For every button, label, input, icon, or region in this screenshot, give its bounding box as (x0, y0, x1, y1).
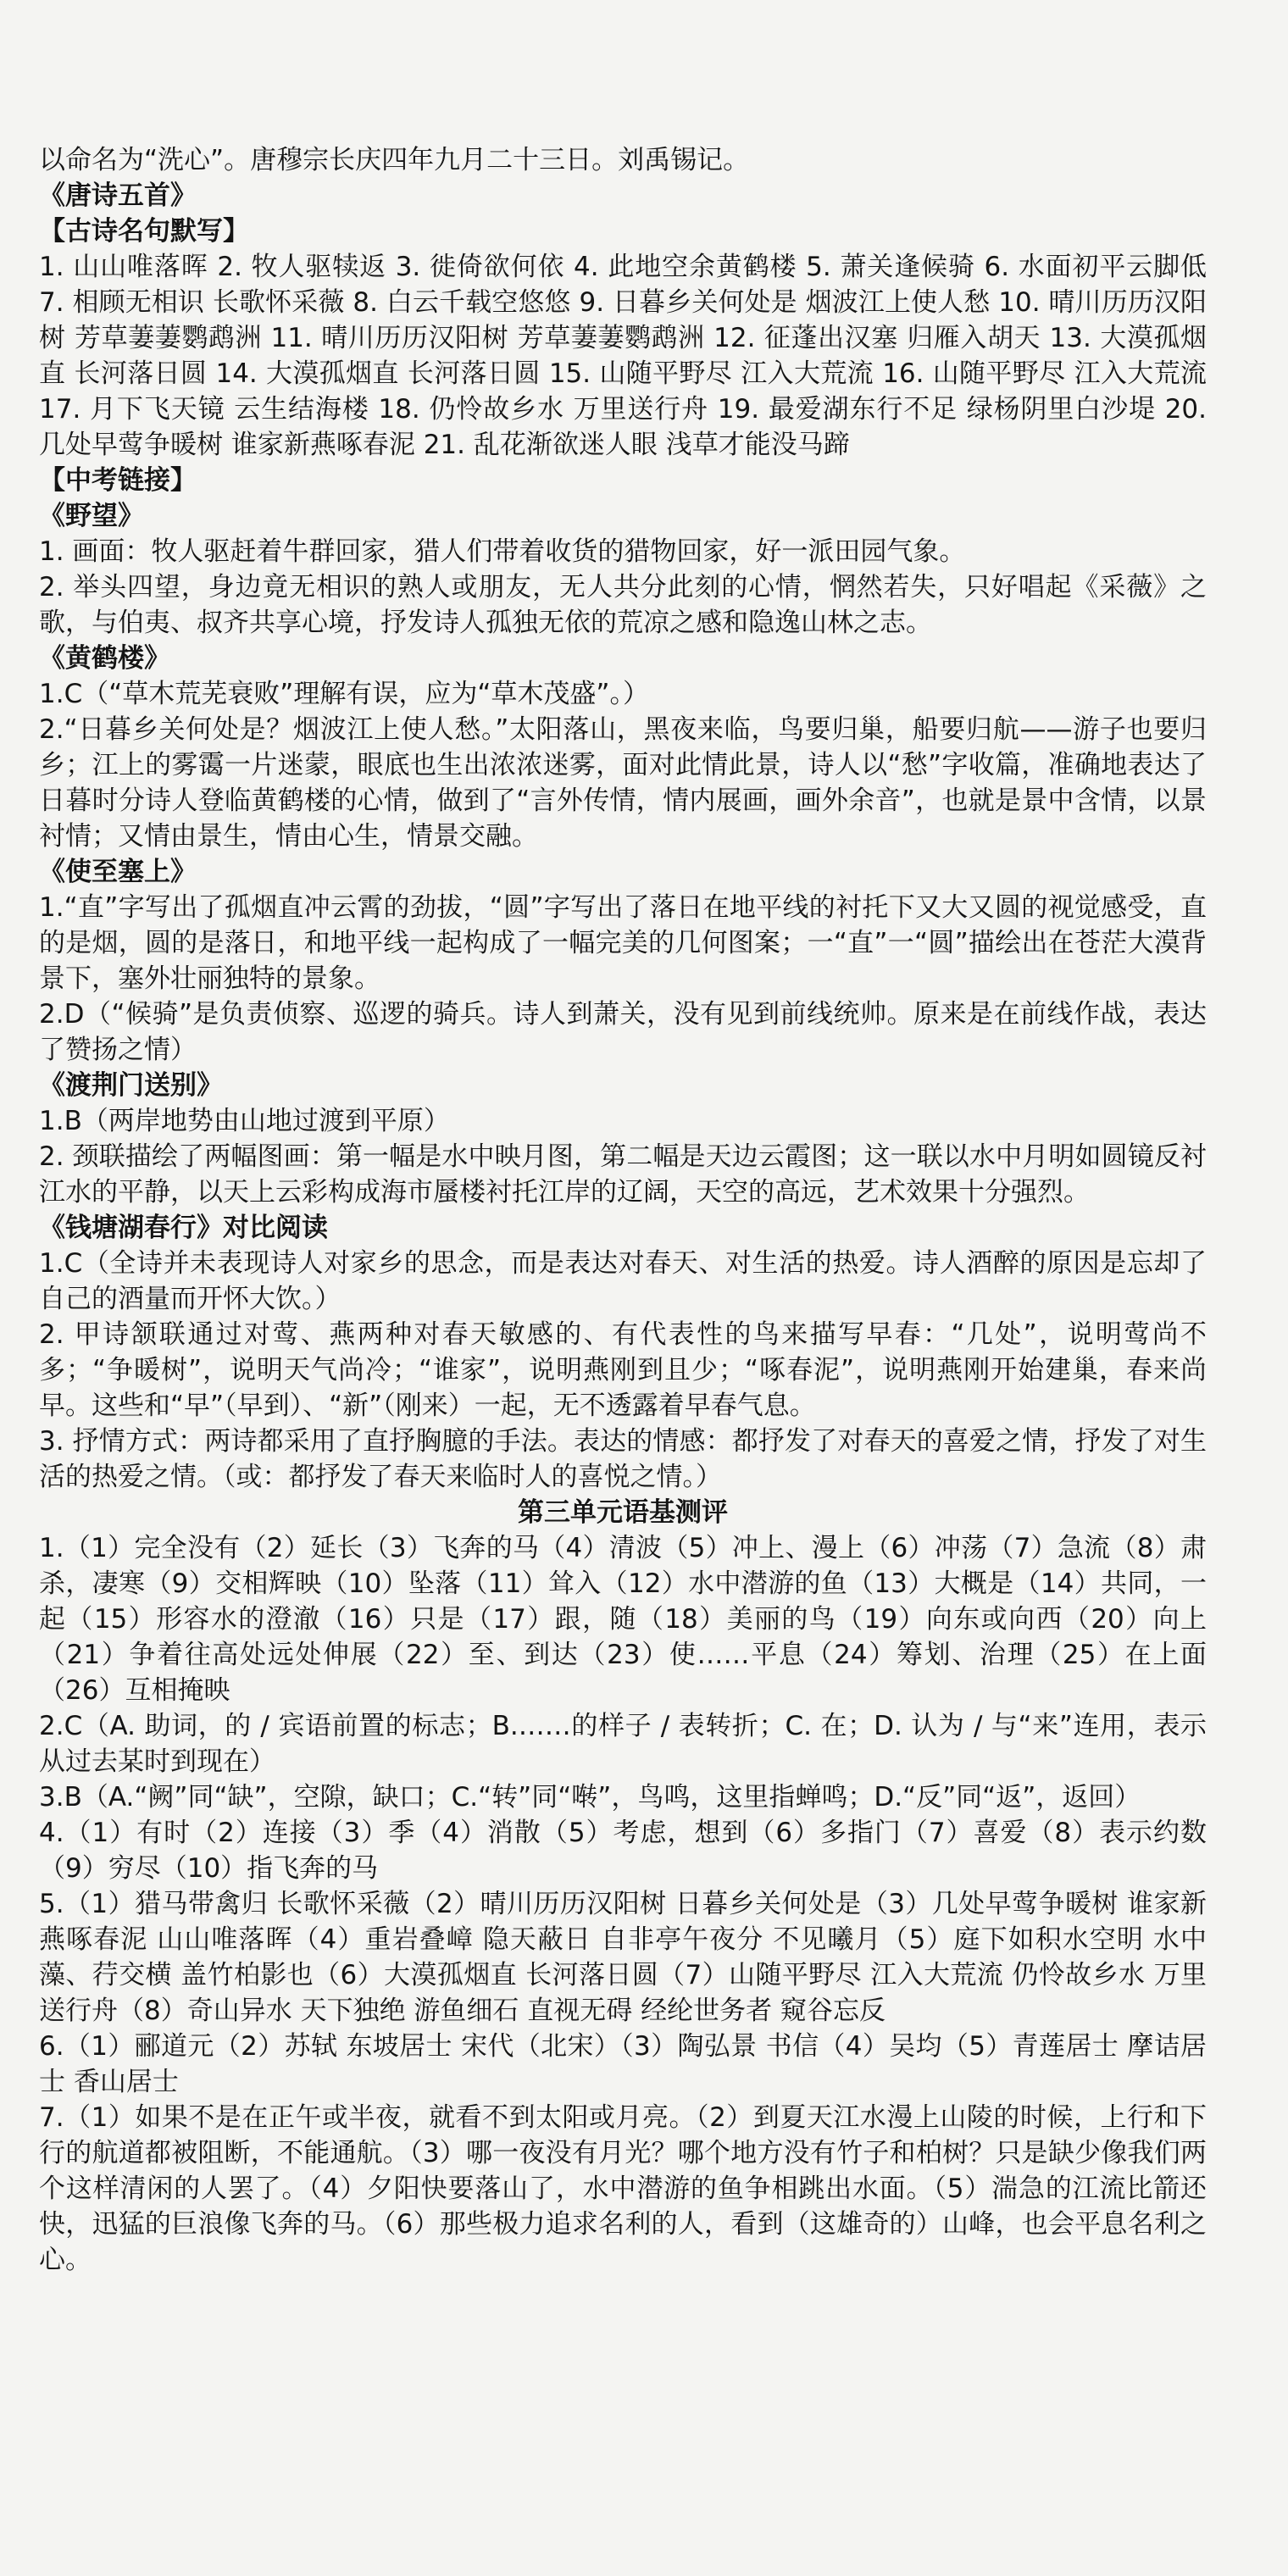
answer-paragraph: 2.“日暮乡关何处是？烟波江上使人愁。”太阳落山，黑夜来临，鸟要归巢，船要归航——游子也要归乡；江上的雾霭一片迷蒙，眼底也生出浓浓迷雾，面对此情此景，诗人以“愁”字收篇，准确地表达了日暮时分诗人登临黄鹤楼的心情，做到了“言外传情，情内展画，画外余音”，也就是景中含情，以景衬情；又情由景生，情由心生，情景交融。 (39, 714, 1207, 852)
text-line: 以命名为“洗心”。唐穆宗长庆四年九月二十三日。刘禹锡记。 (39, 145, 750, 175)
answer-paragraph: 1.C（全诗并未表现诗人对家乡的思念，而是表达对春天、对生活的热爱。诗人酒醉的原因是忘却了自己的酒量而开怀大饮。） (39, 1248, 1207, 1314)
subsection-heading: 【古诗名句默写】 (39, 216, 249, 247)
poem-heading: 《黄鹤楼》 (39, 643, 170, 674)
answer-paragraph: 2. 举头四望，身边竟无相识的熟人或朋友，无人共分此刻的心情，惘然若失，只好唱起《采薇》之歌，与伯夷、叔齐共享心境，抒发诗人孤独无依的荒凉之感和隐逸山林之志。 (39, 572, 1207, 638)
answer-paragraph: 1.C（“草木荒芜衰败”理解有误，应为“草木茂盛”。） (39, 679, 649, 709)
answer-paragraph: 5.（1）猎马带禽归 长歌怀采薇（2）晴川历历汉阳树 日暮乡关何处是（3）几处早莺争暖树 谁家新燕啄春泥 山山唯落晖（4）重岩叠嶂 隐天蔽日 自非亭午夜分 不见曦月（5）庭下如积水空明 水中藻、荇交横 盖竹柏影也（6）大漠孤烟直 长河落日圆（7）山随平野尽 江入大荒流 仍怜故乡水 万里送行舟（8）奇山异水 天下独绝 游鱼细石 直视无碍 经纶世务者 窥谷忘反 (39, 1889, 1207, 2026)
unit-title: 第三单元语基测评 (518, 1497, 728, 1528)
answer-paragraph: 4.（1）有时（2）连接（3）季（4）消散（5）考虑，想到（6）多指门（7）喜爱（8）表示约数（9）穷尽（10）指飞奔的马 (39, 1818, 1207, 1884)
answer-paragraph: 3. 抒情方式：两诗都采用了直抒胸臆的手法。表达的情感：都抒发了对春天的喜爱之情，抒发了对生活的热爱之情。（或：都抒发了春天来临时人的喜悦之情。） (39, 1426, 1207, 1492)
answer-paragraph: 2. 甲诗颔联通过对莺、燕两种对春天敏感的、有代表性的鸟来描写早春：“几处”，说明莺尚不多；“争暖树”，说明天气尚冷；“谁家”，说明燕刚到且少；“啄春泥”，说明燕刚开始建巢，春来尚早。这些和“早”（早到）、“新”（刚来）一起，无不透露着早春气息。 (39, 1319, 1207, 1421)
answer-paragraph: 2.D（“候骑”是负责侦察、巡逻的骑兵。诗人到萧关，没有见到前线统帅。原来是在前线作战，表达了赞扬之情） (39, 999, 1207, 1065)
answer-paragraph: 7.（1）如果不是在正午或半夜，就看不到太阳或月亮。（2）到夏天江水漫上山陵的时候，上行和下行的航道都被阻断，不能通航。（3）哪一夜没有月光？哪个地方没有竹子和柏树？只是缺少像我们两个这样清闲的人罢了。（4）夕阳快要落山了，水中潜游的鱼争相跳出水面。（5）湍急的江流比箭还快，迅猛的巨浪像飞奔的马。（6）那些极力追求名利的人，看到（这雄奇的）山峰，也会平息名利之心。 (39, 2102, 1207, 2275)
answer-paragraph: 1. 画面：牧人驱赶着牛群回家，猎人们带着收货的猎物回家，好一派田园气象。 (39, 536, 966, 567)
poem-heading: 《野望》 (39, 501, 144, 531)
answer-paragraph: 6.（1）郦道元（2）苏轼 东坡居士 宋代（北宋）（3）陶弘景 书信（4）吴均（5）青莲居士 摩诘居士 香山居士 (39, 2031, 1207, 2097)
poem-heading: 《渡荆门送别》 (39, 1070, 223, 1101)
section-heading: 《唐诗五首》 (39, 180, 197, 211)
poem-heading: 《钱塘湖春行》对比阅读 (39, 1213, 328, 1243)
answer-paragraph: 1.B（两岸地势由山地过渡到平原） (39, 1106, 450, 1136)
answer-paragraph: 3.B（A.“阙”同“缺”，空隙，缺口；C.“转”同“啭”，鸟鸣，这里指蝉鸣；D.“反”同“返”，返回） (39, 1782, 1141, 1813)
answer-paragraph: 1.“直”字写出了孤烟直冲云霄的劲拔，“圆”字写出了落日在地平线的衬托下又大又圆的视觉感受，直的是烟，圆的是落日，和地平线一起构成了一幅完美的几何图案；一“直”一“圆”描绘出在苍茫大漠背景下，塞外壮丽独特的景象。 (39, 892, 1207, 994)
answer-paragraph: 1. 山山唯落晖 2. 牧人驱犊返 3. 徙倚欲何依 4. 此地空余黄鹤楼 5. 萧关逢候骑 6. 水面初平云脚低 7. 相顾无相识 长歌怀采薇 8. 白云千载空悠悠 9. 日暮乡关何处是 烟波江上使人愁 10. 晴川历历汉阳树 芳草萋萋鹦鹉洲 11. 晴川历历汉阳树 芳草萋萋鹦鹉洲 12. 征蓬出汉塞 归雁入胡天 13. 大漠孤烟直 长河落日圆 14. 大漠孤烟直 长河落日圆 15. 山随平野尽 江入大荒流 16. 山随平野尽 江入大荒流 17. 月下飞天镜 云生结海楼 18. 仍怜故乡水 万里送行舟 19. 最爱湖东行不足 绿杨阴里白沙堤 20. 几处早莺争暖树 谁家新燕啄春泥 21. 乱花渐欲迷人眼 浅草才能没马蹄 (39, 252, 1207, 460)
subsection-heading: 【中考链接】 (39, 465, 197, 496)
poem-heading: 《使至塞上》 (39, 857, 197, 887)
answer-paragraph: 2. 颈联描绘了两幅图画：第一幅是水中映月图，第二幅是天边云霞图；这一联以水中月明如圆镜反衬江水的平静，以天上云彩构成海市蜃楼衬托江岸的辽阔，天空的高远，艺术效果十分强烈。 (39, 1141, 1207, 1208)
answer-paragraph: 2.C（A. 助词，的 / 宾语前置的标志；B.……的样子 / 表转折；C. 在；D. 认为 / 与“来”连用，表示从过去某时到现在） (39, 1711, 1207, 1777)
answer-paragraph: 1.（1）完全没有（2）延长（3）飞奔的马（4）清波（5）冲上、漫上（6）冲荡（7）急流（8）肃杀，凄寒（9）交相辉映（10）坠落（11）耸入（12）水中潜游的鱼（13）大概是（14）共同，一起（15）形容水的澄澈（16）只是（17）跟，随（18）美丽的鸟（19）向东或向西（20）向上（21）争着往高处远处伸展（22）至、到达（23）使……平息（24）筹划、治理（25）在上面（26）互相掩映 (39, 1533, 1207, 1706)
